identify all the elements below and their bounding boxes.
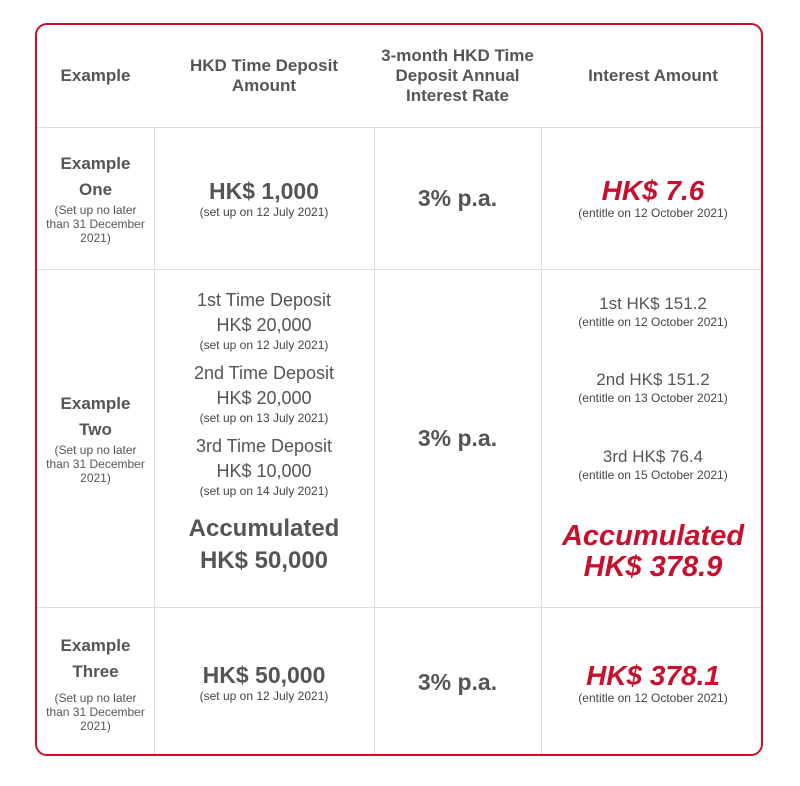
example-title: Example (60, 394, 131, 413)
interest-date-note: (entitle on 15 October 2021) (578, 468, 728, 482)
interest-amount: HK$ 7.6 (601, 175, 705, 206)
accumulated-interest-amount: HK$ 378.9 (583, 551, 723, 583)
example-one-rate-cell (374, 127, 541, 269)
interest-block (578, 446, 727, 483)
example-three-amount-cell (154, 607, 374, 756)
interest-rate: 3% p.a. (417, 184, 498, 211)
example-three-cell (37, 607, 154, 756)
example-number: Three (72, 661, 119, 681)
deposit-date-note: (set up on 12 July 2021) (199, 689, 329, 703)
example-two-amount-cell (154, 269, 374, 607)
deposit-amount: HK$ 50,000 (202, 662, 326, 688)
deposit-label: 3rd Time Deposit (195, 436, 333, 456)
example-three-interest-cell (541, 607, 763, 756)
deposit-date-note: (set up on 13 July 2021) (199, 411, 329, 425)
interest-amount: 1st HK$ 151.2 (599, 294, 707, 313)
accumulated-amount: HK$ 50,000 (199, 547, 329, 574)
deposit-block (197, 288, 331, 353)
example-two-rate-cell (374, 269, 541, 607)
interest-amount: 2nd HK$ 151.2 (596, 370, 710, 389)
example-one-interest-cell (541, 127, 763, 269)
interest-table (35, 23, 763, 756)
interest-amount: HK$ 378.1 (586, 659, 720, 691)
interest-amount: 3rd HK$ 76.4 (602, 447, 704, 466)
deposit-amount: HK$ 1,000 (209, 177, 319, 204)
deposit-date-note: (set up on 14 July 2021) (199, 484, 329, 498)
example-note: (Set up no later than 31 December 2021) (46, 203, 145, 245)
deposit-amount: HK$ 20,000 (216, 315, 312, 335)
example-title: Example (60, 635, 131, 655)
deposit-date-note: (set up on 12 July 2021) (199, 204, 329, 219)
example-title: Example (60, 154, 131, 173)
accumulated-interest-label: Accumulated (561, 520, 745, 552)
header-example-label: Example (60, 66, 131, 85)
example-number: One (78, 180, 113, 199)
deposit-date-note: (set up on 12 July 2021) (199, 338, 329, 352)
interest-date-note: (entitle on 13 October 2021) (578, 391, 728, 405)
header-interest (541, 25, 763, 127)
example-one-amount-cell (154, 127, 374, 269)
header-deposit-amount (154, 25, 374, 127)
interest-date-note: (entitle on 12 October 2021) (578, 206, 728, 220)
header-rate (374, 25, 541, 127)
deposit-block (196, 434, 332, 499)
interest-rate: 3% p.a. (417, 424, 498, 451)
accumulated-interest (562, 521, 744, 583)
deposit-label: 1st Time Deposit (196, 290, 332, 310)
deposit-amount: HK$ 20,000 (216, 388, 312, 408)
deposit-block (194, 361, 334, 426)
interest-block (578, 293, 727, 330)
interest-rate: 3% p.a. (417, 669, 498, 695)
header-rate-label: 3-month HKD Time Deposit Annual Interest Rate (381, 46, 534, 105)
deposit-label: 2nd Time Deposit (193, 363, 335, 383)
header-deposit-amount-label: HKD Time Deposit Amount (190, 56, 338, 95)
example-three-rate-cell (374, 607, 541, 756)
example-two-cell (37, 269, 154, 607)
accumulated-label: Accumulated (188, 515, 340, 542)
accumulated-deposit (189, 513, 340, 577)
header-interest-label: Interest Amount (588, 66, 718, 85)
interest-block (578, 369, 727, 406)
interest-date-note: (entitle on 12 October 2021) (578, 690, 728, 705)
deposit-amount: HK$ 10,000 (216, 461, 312, 481)
example-two-interest-cell (541, 269, 763, 607)
interest-date-note: (entitle on 12 October 2021) (578, 315, 728, 329)
example-note: (Set up no later than 31 December 2021) (46, 690, 145, 733)
header-example (37, 25, 154, 127)
example-one-cell (37, 127, 154, 269)
example-number: Two (79, 420, 112, 439)
example-note: (Set up no later than 31 December 2021) (46, 443, 145, 485)
